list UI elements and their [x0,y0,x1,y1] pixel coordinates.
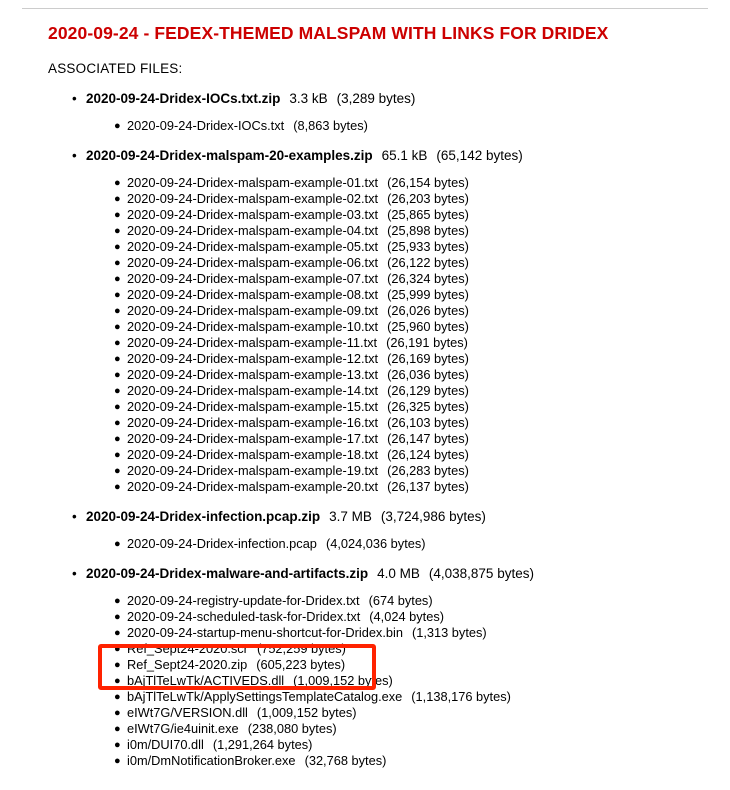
contained-file [114,625,708,641]
contained-file-size: (25,865 bytes) [387,207,469,222]
contained-file-name: 2020-09-24-Dridex-malspam-example-09.txt [127,303,379,318]
bullet-icon: ● [114,449,121,461]
contained-file-size: (26,169 bytes) [387,351,469,366]
bullet-icon: ● [114,289,121,301]
archive-contents [86,536,708,552]
contained-file [114,721,708,737]
contained-file-size: (26,122 bytes) [387,255,469,270]
contained-file-name: 2020-09-24-Dridex-malspam-example-15.txt [127,399,379,414]
contained-file-size: (1,291,264 bytes) [212,737,313,752]
contained-file-size: (26,036 bytes) [387,367,469,382]
bullet-icon: ● [114,417,121,429]
bullet-icon: ● [114,193,121,205]
contained-file-size: (26,129 bytes) [387,383,469,398]
contained-file [114,118,708,134]
contained-file-name: Ref_Sept24-2020.scr [127,641,248,656]
archive-header [72,564,708,584]
contained-file [114,657,708,673]
contained-file-name: 2020-09-24-Dridex-malspam-example-17.txt [127,431,379,446]
archive-link[interactable]: 2020-09-24-Dridex-infection.pcap.zip [86,509,321,524]
bullet-icon: ● [114,257,121,269]
bullet-icon: ● [114,691,121,703]
bullet-icon: ● [114,433,121,445]
contained-file [114,431,708,447]
archive-entry [48,146,708,495]
bullet-icon: ● [114,401,121,413]
archive-size-bytes: (4,038,875 bytes) [428,566,534,581]
contained-file-name: 2020-09-24-Dridex-malspam-example-07.txt [127,271,379,286]
contained-file [114,335,708,351]
bullet-icon: ● [114,337,121,349]
contained-file [114,463,708,479]
contained-file-size: (26,203 bytes) [387,191,469,206]
contained-file [114,705,708,721]
contained-file [114,536,708,552]
bullet-icon: • [72,148,77,163]
contained-file-name: 2020-09-24-Dridex-malspam-example-13.txt [127,367,379,382]
archive-link[interactable]: 2020-09-24-Dridex-malspam-20-examples.zip [86,148,373,163]
bullet-icon: ● [114,225,121,237]
contained-file-name: 2020-09-24-Dridex-malspam-example-02.txt [127,191,379,206]
contained-file [114,271,708,287]
contained-file-size: (752,259 bytes) [256,641,346,656]
top-divider [22,8,708,9]
archive-size-short: 4.0 MB [377,566,420,581]
contained-file [114,175,708,191]
contained-file-size: (605,223 bytes) [256,657,346,672]
bullet-icon: ● [114,675,121,687]
contained-file-name: Ref_Sept24-2020.zip [127,657,248,672]
associated-files-label: ASSOCIATED FILES: [48,61,183,76]
contained-file [114,399,708,415]
archive-link[interactable]: 2020-09-24-Dridex-IOCs.txt.zip [86,91,281,106]
contained-file-size: (8,863 bytes) [293,118,368,133]
bullet-icon: ● [114,723,121,735]
archive-entry [48,89,708,134]
archive-size-bytes: (65,142 bytes) [436,148,523,163]
archive-header [72,89,708,109]
contained-file-size: (26,026 bytes) [387,303,469,318]
contained-file-name: 2020-09-24-Dridex-malspam-example-16.txt [127,415,379,430]
contained-file [114,303,708,319]
contained-file-name: 2020-09-24-Dridex-malspam-example-01.txt [127,175,379,190]
bullet-icon: ● [114,209,121,221]
contained-file [114,593,708,609]
archive-size-bytes: (3,724,986 bytes) [380,509,486,524]
contained-file-size: (1,313 bytes) [411,625,487,640]
contained-file-name: eIWt7G/ie4uinit.exe [127,721,239,736]
contained-file [114,239,708,255]
contained-file [114,207,708,223]
contained-file [114,255,708,271]
bullet-icon: ● [114,481,121,493]
archive-entry [48,564,708,769]
contained-file-name: bAjTlTeLwTk/ApplySettingsTemplateCatalog.exe [127,689,403,704]
contained-file-name: 2020-09-24-Dridex-malspam-example-03.txt [127,207,379,222]
contained-file [114,351,708,367]
contained-file-size: (26,283 bytes) [387,463,469,478]
archive-size-short: 3.3 kB [289,91,328,106]
bullet-icon: ● [114,385,121,397]
contained-file [114,447,708,463]
archive-header [72,507,708,527]
bullet-icon: • [72,91,77,106]
contained-file-size: (26,137 bytes) [387,479,469,494]
contained-file-name: i0m/DmNotificationBroker.exe [127,753,296,768]
archive-size-short: 3.7 MB [329,509,372,524]
bullet-icon: ● [114,273,121,285]
contained-file [114,383,708,399]
contained-file [114,737,708,753]
archive-contents [86,593,708,769]
bullet-icon: ● [114,305,121,317]
contained-file-name: 2020-09-24-Dridex-malspam-example-11.txt [127,335,378,350]
contained-file-name: i0m/DUI70.dll [127,737,204,752]
contained-file-name: 2020-09-24-startup-menu-shortcut-for-Dridex.bin [127,625,403,640]
contained-file-size: (25,999 bytes) [387,287,469,302]
bullet-icon: ● [114,755,121,767]
contained-file-size: (26,324 bytes) [387,271,469,286]
contained-file-name: 2020-09-24-Dridex-malspam-example-19.txt [127,463,379,478]
contained-file-size: (26,103 bytes) [387,415,469,430]
bullet-icon: ● [114,120,121,132]
bullet-icon: ● [114,627,121,639]
bullet-icon: ● [114,177,121,189]
contained-file-size: (1,138,176 bytes) [411,689,511,704]
bullet-icon: ● [114,595,121,607]
archive-entry [48,507,708,552]
contained-file [114,415,708,431]
contained-file-name: 2020-09-24-Dridex-IOCs.txt [127,118,285,133]
contained-file-size: (32,768 bytes) [304,753,387,768]
contained-file-size: (1,009,152 bytes) [293,673,393,688]
contained-file-name: 2020-09-24-Dridex-malspam-example-12.txt [127,351,379,366]
contained-file [114,609,708,625]
contained-file-name: eIWt7G/VERSION.dll [127,705,248,720]
bullet-icon: • [72,566,77,581]
contained-file-name: 2020-09-24-Dridex-malspam-example-04.txt [127,223,379,238]
file-list [48,89,708,769]
contained-file-name: 2020-09-24-Dridex-malspam-example-18.txt [127,447,379,462]
contained-file-size: (26,124 bytes) [387,447,469,462]
bullet-icon: ● [114,241,121,253]
contained-file-name: bAjTlTeLwTk/ACTIVEDS.dll [127,673,285,688]
contained-file-size: (26,191 bytes) [386,335,468,350]
bullet-icon: ● [114,369,121,381]
contained-file [114,287,708,303]
contained-file-name: 2020-09-24-Dridex-malspam-example-06.txt [127,255,379,270]
contained-file [114,223,708,239]
contained-file-name: 2020-09-24-Dridex-malspam-example-14.txt [127,383,379,398]
contained-file-size: (4,024,036 bytes) [325,536,426,551]
archive-size-short: 65.1 kB [381,148,428,163]
archive-link[interactable]: 2020-09-24-Dridex-malware-and-artifacts.zip [86,566,369,581]
contained-file [114,753,708,769]
contained-file [114,479,708,495]
contained-file-size: (1,009,152 bytes) [256,705,357,720]
bullet-icon: ● [114,465,121,477]
contained-file [114,689,708,705]
bullet-icon: ● [114,538,121,550]
contained-file-name: 2020-09-24-Dridex-infection.pcap [127,536,317,551]
contained-file-name: 2020-09-24-Dridex-malspam-example-10.txt [127,319,379,334]
contained-file [114,673,708,689]
bullet-icon: ● [114,353,121,365]
contained-file-size: (26,147 bytes) [387,431,469,446]
contained-file-size: (4,024 bytes) [369,609,444,624]
contained-file-size: (25,960 bytes) [387,319,469,334]
contained-file [114,191,708,207]
contained-file-name: 2020-09-24-Dridex-malspam-example-05.txt [127,239,379,254]
page-title: 2020-09-24 - FEDEX-THEMED MALSPAM WITH LINKS FOR DRIDEX [48,23,609,43]
contained-file-size: (25,898 bytes) [387,223,469,238]
contained-file-name: 2020-09-24-Dridex-malspam-example-20.txt [127,479,379,494]
bullet-icon: ● [114,707,121,719]
archive-contents [86,175,708,495]
contained-file-size: (238,080 bytes) [247,721,337,736]
contained-file [114,641,708,657]
contained-file-name: 2020-09-24-registry-update-for-Dridex.txt [127,593,360,608]
bullet-icon: ● [114,611,121,623]
bullet-icon: ● [114,321,121,333]
bullet-icon: ● [114,739,121,751]
contained-file [114,319,708,335]
bullet-icon: • [72,509,77,524]
bullet-icon: ● [114,643,121,655]
contained-file-name: 2020-09-24-Dridex-malspam-example-08.txt [127,287,379,302]
contained-file-size: (26,154 bytes) [387,175,469,190]
contained-file [114,367,708,383]
archive-size-bytes: (3,289 bytes) [336,91,416,106]
archive-contents [86,118,708,134]
contained-file-size: (25,933 bytes) [387,239,469,254]
contained-file-size: (674 bytes) [368,593,433,608]
bullet-icon: ● [114,659,121,671]
contained-file-name: 2020-09-24-scheduled-task-for-Dridex.txt [127,609,361,624]
contained-file-size: (26,325 bytes) [387,399,469,414]
archive-header [72,146,708,166]
